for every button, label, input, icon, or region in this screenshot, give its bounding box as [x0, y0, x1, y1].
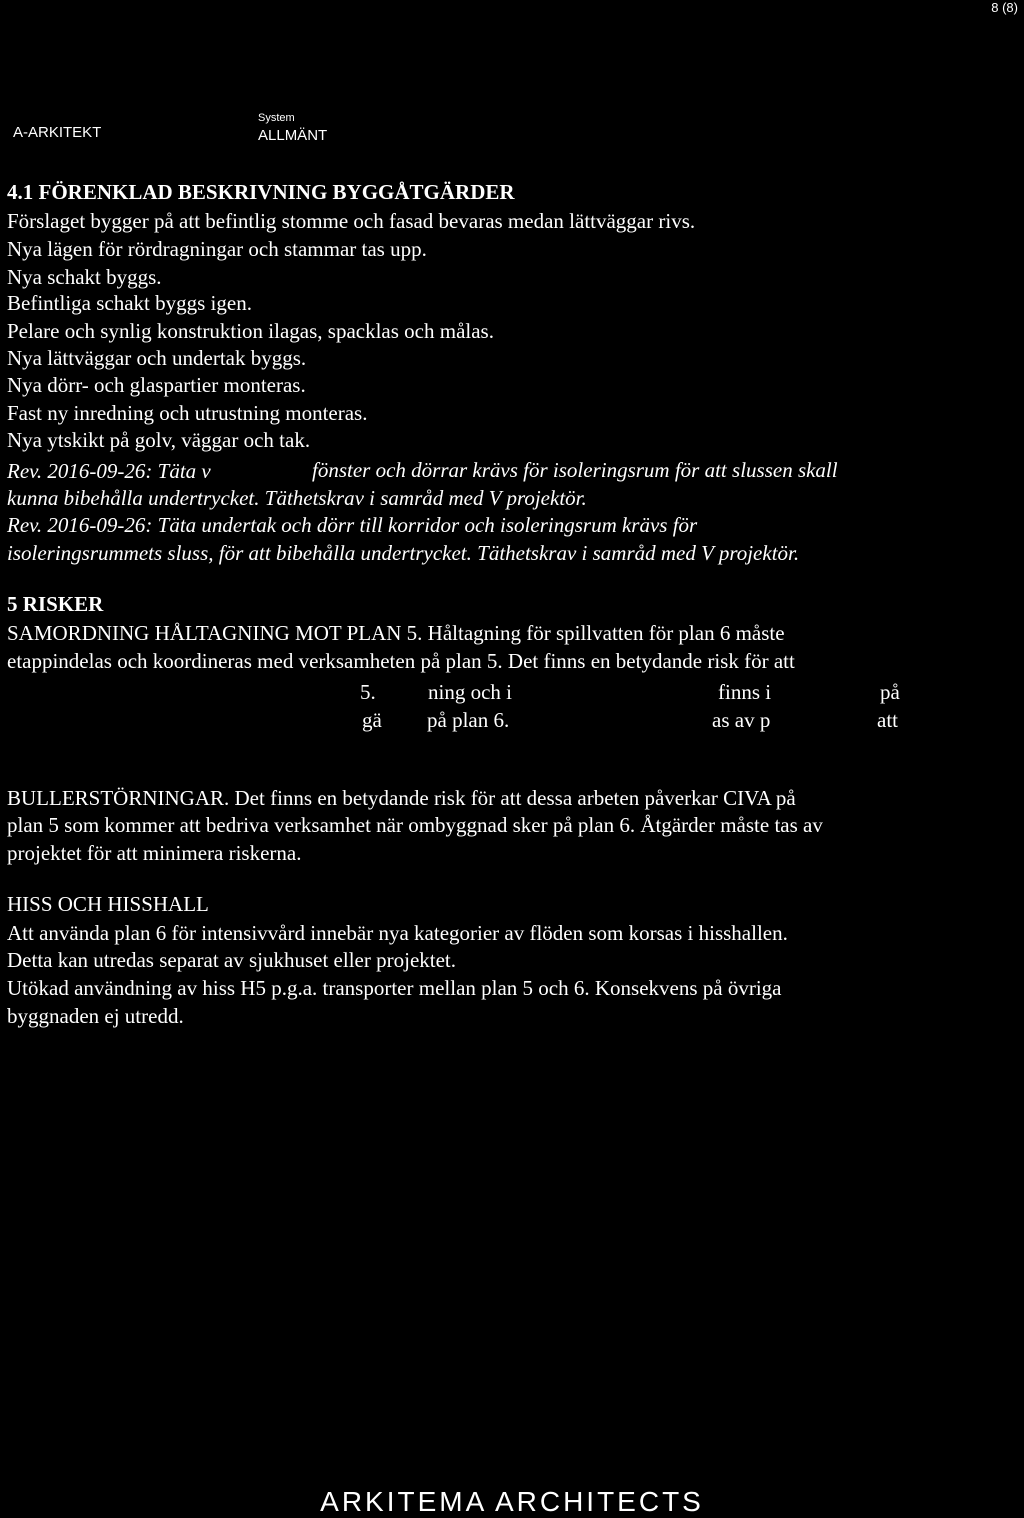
- text-fragment: as av p: [712, 708, 771, 732]
- hiss-line: Utökad användning av hiss H5 p.g.a. transporter mellan plan 5 och 6. Konsekvens på övriga: [7, 976, 782, 1000]
- text-fragment: gä: [362, 708, 382, 732]
- section-4-1-line: Nya schakt byggs.: [7, 265, 162, 289]
- page-number: 8 (8): [991, 0, 1018, 15]
- text-fragment: 5.: [360, 680, 376, 704]
- text-fragment: att: [877, 708, 898, 732]
- buller-line: BULLERSTÖRNINGAR. Det finns en betydande risk för att dessa arbeten påverkar CIVA på: [7, 786, 796, 810]
- text-fragment: på: [880, 680, 900, 704]
- samordning-line: SAMORDNING HÅLTAGNING MOT PLAN 5. Håltagning för spillvatten för plan 6 måste: [7, 621, 785, 645]
- section-4-1-line: Fast ny inredning och utrustning monteras.: [7, 401, 368, 425]
- revision-note-1-start: Rev. 2016-09-26: Täta v: [7, 459, 211, 483]
- text-fragment: ning och i: [428, 680, 512, 704]
- footer-logo-text: ARKITEMA ARCHITECTS: [320, 1486, 704, 1517]
- hiss-line: byggnaden ej utredd.: [7, 1004, 184, 1028]
- revision-note-1-end: kunna bibehålla undertrycket. Täthetskrav i samråd med V projektör.: [7, 486, 587, 510]
- buller-line: plan 5 som kommer att bedriva verksamhet när ombyggnad sker på plan 6. Åtgärder måste tas av: [7, 813, 823, 837]
- section-4-1-line: Nya lättväggar och undertak byggs.: [7, 346, 307, 370]
- revision-note-1-continued: fönster och dörrar krävs för isoleringsrum för att slussen skall: [312, 458, 838, 482]
- buller-line: projektet för att minimera riskerna.: [7, 841, 302, 865]
- revision-note-2-end: isoleringsrummets sluss, för att bibehålla undertrycket. Täthetskrav i samråd med V projektör.: [7, 541, 800, 565]
- text-fragment: finns i: [718, 680, 772, 704]
- hiss-line: Att använda plan 6 för intensivvård innebär nya kategorier av flöden som korsas i hisshallen.: [7, 921, 788, 945]
- hiss-heading: HISS OCH HISSHALL: [7, 892, 209, 916]
- section-4-1-line: Förslaget bygger på att befintlig stomme och fasad bevaras medan lättväggar rivs.: [7, 209, 696, 233]
- hiss-line: Detta kan utredas separat av sjukhuset eller projektet.: [7, 948, 456, 972]
- section-4-1-line: Nya dörr- och glaspartier monteras.: [7, 373, 306, 397]
- header-system-value: ALLMÄNT: [258, 127, 328, 144]
- samordning-line: etappindelas och koordineras med verksamheten på plan 5. Det finns en betydande risk för att: [7, 649, 795, 673]
- section-4-1-line: Befintliga schakt byggs igen.: [7, 291, 252, 315]
- revision-note-2-start: Rev. 2016-09-26: Täta undertak och dörr till korridor och isoleringsrum krävs för: [7, 513, 698, 537]
- section-4-1-line: Pelare och synlig konstruktion ilagas, spacklas och målas.: [7, 319, 494, 343]
- header-system-label: System: [258, 112, 295, 124]
- section-4-1-heading: 4.1 FÖRENKLAD BESKRIVNING BYGGÅTGÄRDER: [7, 180, 515, 204]
- header-discipline: A-ARKITEKT: [13, 124, 102, 141]
- text-fragment: på plan 6.: [427, 708, 510, 732]
- section-5-heading: 5 RISKER: [7, 592, 104, 616]
- section-4-1-line: Nya ytskikt på golv, väggar och tak.: [7, 428, 311, 452]
- section-4-1-line: Nya lägen för rördragningar och stammar tas upp.: [7, 237, 427, 261]
